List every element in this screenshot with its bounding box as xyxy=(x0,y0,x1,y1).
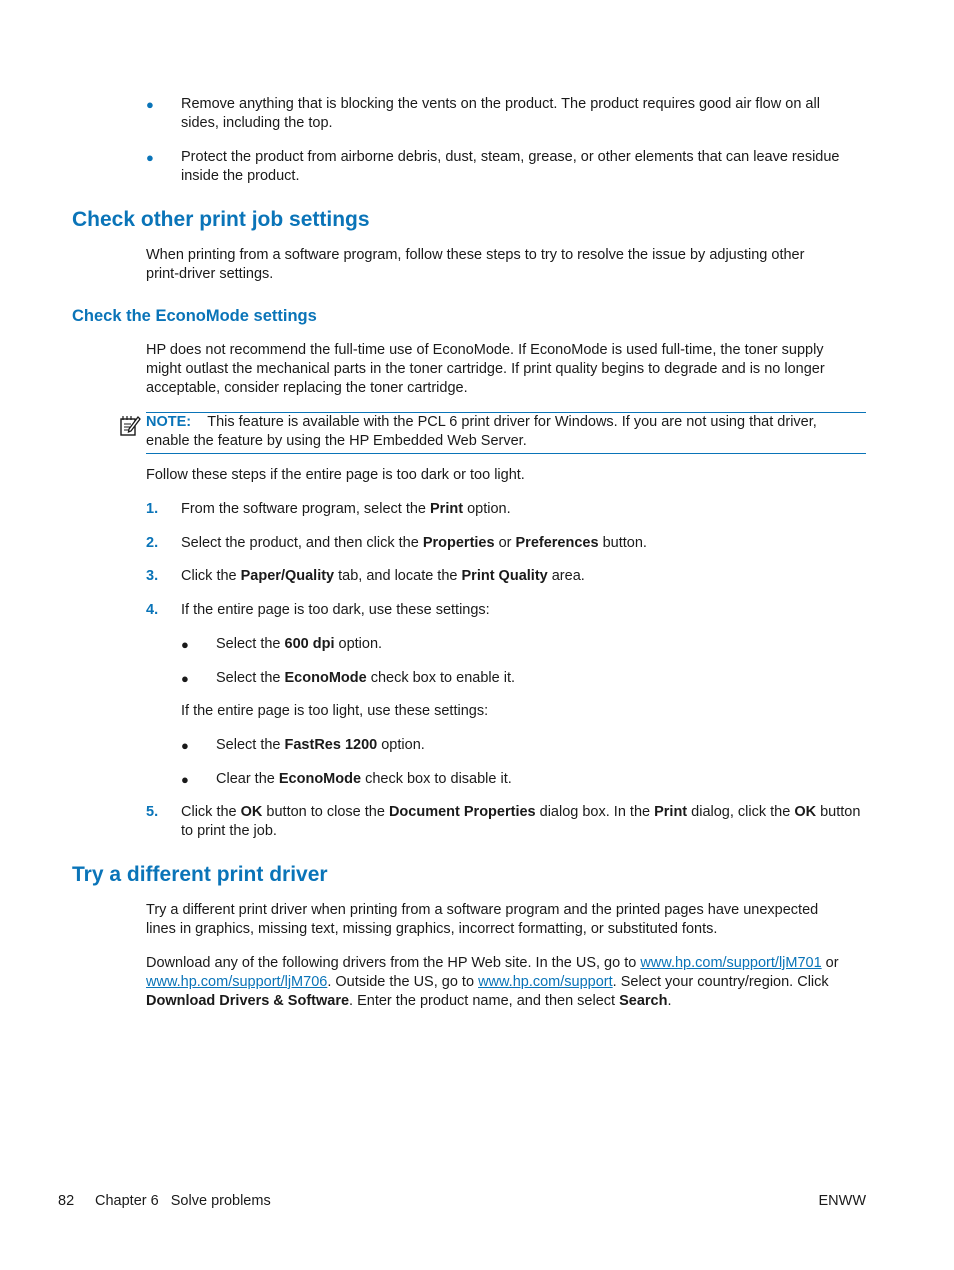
page-number: 82 xyxy=(58,1193,75,1209)
note-label: NOTE: xyxy=(146,414,192,430)
light-intro: If the entire page is too light, use these settings: xyxy=(181,703,489,719)
step-3: Click the Paper/Quality tab, and locate the Print Quality area. xyxy=(181,568,585,584)
step-4: If the entire page is too dark, use these settings: xyxy=(181,602,490,618)
chapter-title: Chapter 6 Solve problems xyxy=(95,1193,271,1209)
paragraph: Follow these steps if the entire page is too dark or too light. xyxy=(146,467,525,483)
dark-setting-1: Select the 600 dpi option. xyxy=(216,636,383,652)
text-line: HP does not recommend the full-time use of EconoMode. If EconoMode is used full-time, the toner supply xyxy=(146,342,824,358)
step-2: Select the product, and then click the Properties or Preferences button. xyxy=(181,535,647,551)
text-line: Protect the product from airborne debris, dust, steam, grease, or other elements that can leave residue xyxy=(181,149,840,165)
text-line: might outlast the mechanical parts in the toner cartridge. If print quality begins to degrade and is no longer xyxy=(146,361,825,377)
note-line-1 xyxy=(146,413,817,432)
text-line: inside the product. xyxy=(181,168,300,184)
section-heading: Try a different print driver xyxy=(72,863,328,886)
text-line: sides, including the top. xyxy=(181,115,333,131)
intro-bullet-1 xyxy=(181,95,820,133)
paragraph xyxy=(146,901,818,939)
note-icon xyxy=(118,414,142,438)
step-5: Click the OK button to close the Document Properties dialog box. In the Print dialog, click the OK button to print the job. xyxy=(181,804,861,839)
bullet-icon: ● xyxy=(181,671,189,686)
link-ljm706[interactable]: www.hp.com/support/ljM706 xyxy=(146,974,328,990)
text-line: acceptable, consider replacing the toner cartridge. xyxy=(146,380,468,396)
paragraph xyxy=(146,246,804,284)
step-number: 4. xyxy=(146,602,159,618)
text-line: When printing from a software program, follow these steps to try to resolve the issue by adjusting other xyxy=(146,247,805,263)
link-support[interactable]: www.hp.com/support xyxy=(478,974,613,990)
light-setting-1: Select the FastRes 1200 option. xyxy=(216,737,425,753)
text-line: print-driver settings. xyxy=(146,266,274,282)
step-number: 5. xyxy=(146,804,159,820)
link-ljm701[interactable]: www.hp.com/support/ljM701 xyxy=(640,955,822,971)
intro-bullet-2 xyxy=(181,148,839,186)
text-line: This feature is available with the PCL 6 print driver for Windows. If you are not using that driver, xyxy=(207,414,817,430)
text-line: lines in graphics, missing text, missing graphics, incorrect formatting, or substituted fonts. xyxy=(146,921,718,937)
step-number: 2. xyxy=(146,535,159,551)
step-1: From the software program, select the Print option. xyxy=(181,501,511,517)
text-line: Try a different print driver when printing from a software program and the printed pages have unexpected xyxy=(146,902,819,918)
note-block xyxy=(146,413,817,451)
download-paragraph: Download any of the following drivers from the HP Web site. In the US, go to www.hp.com/support/ljM701 or www.hp.com/support/ljM706. Outside the US, go to www.hp.com/support. Select your country/region. Click Download Drivers & Software. Enter the product name, and then select Search. xyxy=(146,955,839,1009)
bullet-icon: ● xyxy=(146,97,154,112)
subsection-heading: Check the EconoMode settings xyxy=(72,307,317,325)
footer-right: ENWW xyxy=(818,1193,866,1209)
text-line: enable the feature by using the HP Embedded Web Server. xyxy=(146,433,527,449)
step-number: 1. xyxy=(146,501,159,517)
section-heading: Check other print job settings xyxy=(72,208,370,231)
text-line: Remove anything that is blocking the vents on the product. The product requires good air flow on all xyxy=(181,96,820,112)
dark-setting-2: Select the EconoMode check box to enable it. xyxy=(216,670,516,686)
bullet-icon: ● xyxy=(181,772,189,787)
bullet-icon: ● xyxy=(181,637,189,652)
light-setting-2: Clear the EconoMode check box to disable it. xyxy=(216,771,512,787)
step-number: 3. xyxy=(146,568,159,584)
bullet-icon: ● xyxy=(181,738,189,753)
note-bottom-rule xyxy=(146,453,866,454)
paragraph xyxy=(146,341,825,398)
bullet-icon: ● xyxy=(146,150,154,165)
